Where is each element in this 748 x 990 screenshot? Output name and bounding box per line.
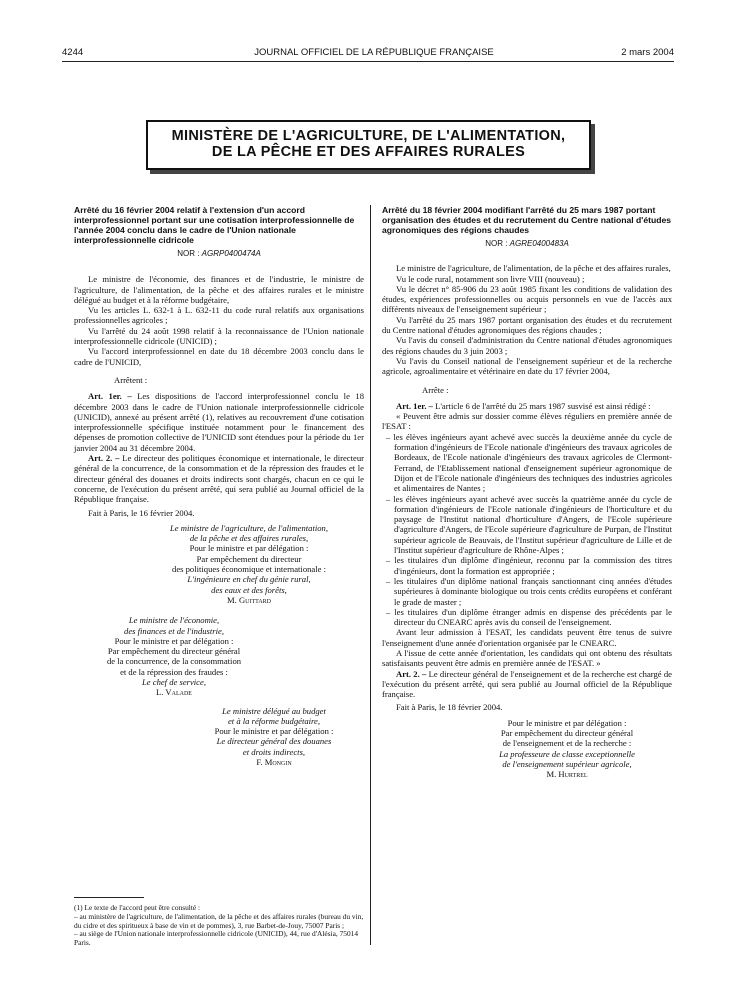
left-para: Vu les articles L. 632-1 à L. 632-11 du code rural relatifs aux organisations professionnelles agricoles ; [74,305,364,326]
footnote-item: – au ministère de l'agriculture, de l'alimentation, de la pêche et des affaires rurales (bureau du vin, du cidre et des spiritueux à base de vin et de pommes), 3, rue Barbet-de-Jouy, 75007 Paris ; [74,911,364,930]
footnote-item: – au siège de l'Union nationale interprofessionnelle cidricole (UNICID), 44, rue d'Alésia, 75014 Paris. [74,929,359,948]
header-rule [62,61,674,62]
left-signature-1: Le ministre de l'agriculture, de l'alimentation, de la pêche et des affaires rurales, Pour le ministre et par délégation : Par empêchement du directeur des politiques économique et internationale : L'ingénieure en chef du génie rural, des eaux et des forêts, M. Guittard [170,522,328,605]
left-para: Le ministre de l'économie, des finances et de l'industrie, le ministre de l'agriculture, de l'alimentation, de la pêche et des affaires rurales et le ministre délégué au budget et à la réforme budgétaire, [74,274,364,305]
left-article-2: Art. 2. – Le directeur des politiques économique et internationale, le directeur général de la concurrence, de la consommation et de la répression des fraudes et le directeur général des douanes et droits indirects sont chargés, chacun en ce qui le concerne, de l'exécution du présent arrêté, qui sera publié au Journal officiel de la République française. [74,453,364,505]
left-para: Vu l'accord interprofessionnel en date du 18 décembre 2003 conclu dans le cadre de l'UNICID, [74,346,364,367]
right-arrete: Arrête : [422,384,449,395]
journal-title: JOURNAL OFFICIEL DE LA RÉPUBLIQUE FRANÇAISE [254,47,494,58]
right-bullet: – les titulaires d'un diplôme national français sanctionnant cinq années d'études supérieures à dominante biologique ou trois cents crédits européens et conférant le grade de master ; [386,575,672,607]
right-article-1: Art. 1er. – L'article 6 de l'arrêté du 25 mars 1987 susvisé est ainsi rédigé : [396,400,651,411]
right-bullet: – les titulaires d'un diplôme étranger admis en dispense des précédents par le directeur du CNEARC après avis du conseil de l'enseignement. [386,606,672,628]
right-para: Vu l'avis du Conseil national de l'enseignement supérieur et de la recherche agricole, agroalimentaire et vétérinaire en date du 17 février 2004, [382,355,672,377]
left-arretent: Arrêtent : [114,374,148,385]
page-number: 4244 [62,47,84,58]
issue-date: 2 mars 2004 [621,47,674,58]
footnote-rule [74,897,144,898]
right-para: Le ministre de l'agriculture, de l'alimentation, de la pêche et des affaires rurales, [396,263,671,274]
right-para: Vu le code rural, notamment son livre VIII (nouveau) ; [396,273,585,284]
right-fait: Fait à Paris, le 18 février 2004. [396,702,503,713]
right-nor: NOR : AGRE0400483A [485,239,569,248]
right-article-2: Art. 2. – Le directeur général de l'enseignement et de la recherche est chargé de l'exécution du présent arrêté, qui sera publié au Journal officiel de la République française. [382,668,672,700]
left-column [74,205,364,767]
ministry-line-2: DE LA PÊCHE ET DES AFFAIRES RURALES [211,144,526,160]
right-quote-intro: « Peuvent être admis sur dossier comme élèves réguliers en première année de l'ESAT : [382,411,672,432]
right-after-1: Avant leur admission à l'ESAT, les candidats peuvent être tenus de suivre l'enseignement d'une année d'orientation organisée par le CNEARC. [382,627,672,648]
right-column [382,205,672,780]
right-decree-title: Arrêté du 18 février 2004 modifiant l'arrêté du 25 mars 1987 portant organisation des études et du recrutement du Centre national d'études agronomiques des régions chaudes [382,205,672,235]
right-after-2: A l'issue de cette année d'orientation, les candidats qui ont obtenu des résultats satisfaisants peuvent être admis en première année de l'ESAT. » [382,647,672,669]
ministry-box [146,120,591,170]
left-fait: Fait à Paris, le 16 février 2004. [88,507,195,518]
right-bullet: – les élèves ingénieurs ayant achevé avec succès la quatrième année du cycle de formation d'ingénieurs de l'Ecole nationale d'ingénieurs de l'horticulture et du paysage de l'Institut national d'horticulture d'Angers, de l'Ecole supérieure d'agriculture d'Angers, de l'Ecole supérieure d'agriculture de Purpan, de l'Institut supérieur agricole de Beauvais, de l'Institut supérieur d'agriculture de Lille et de l'Institut supérieur d'agriculture de Rhône-Alpes ; [386,493,672,556]
footnotes [74,897,364,948]
left-signature-3: Le ministre délégué au budget et à la réforme budgétaire, Pour le ministre et par délégation : Le directeur général des douanes et droits indirects, F. Mongin [214,705,334,768]
footnote-item: (1) Le texte de l'accord peut être consulté : [74,903,201,912]
left-signature-2: Le ministre de l'économie, des finances et de l'industrie, Pour le ministre et par délégation : Par empêchement du directeur général de la concurrence, de la consommation et de la répression des fraudes : Le chef de service, L. Valade [106,615,242,698]
ministry-line-1: MINISTÈRE DE L'AGRICULTURE, DE L'ALIMENTATION, [171,128,566,144]
right-para: Vu l'arrêté du 25 mars 1987 portant organisation des études et du recrutement du Centre national d'études agronomiques des régions chaudes ; [382,314,672,336]
left-nor: NOR : AGRP0400474A [177,249,261,258]
right-para: Vu le décret n° 85-906 du 23 août 1985 fixant les conditions de validation des études, expériences professionnelles ou acquis personnels en vue de l'accès aux différents niveaux de l'enseignement supérieur ; [382,283,672,315]
right-bullet: – les titulaires d'un diplôme d'ingénieur, reconnu par la commission des titres d'ingénieurs, dont la formation est appropriée ; [386,555,672,576]
left-decree-title: Arrêté du 16 février 2004 relatif à l'extension d'un accord interprofessionnel portant sur une cotisation interprofessionnelle de l'année 2004 conclu dans le cadre de l'Union nationale interprofessionnelle cidricole [74,205,355,245]
left-para: Vu l'arrêté du 24 août 1998 relatif à la reconnaissance de l'Union nationale interprofessionnelle cidricole (UNICID) ; [74,325,364,347]
right-bullet: – les élèves ingénieurs ayant achevé avec succès la deuxième année du cycle de formation d'ingénieurs de l'Ecole nationale d'ingénieurs des travaux agricoles de Bordeaux, de l'Ecole nationale d'ingénieurs des travaux agricoles de Clermont-Ferrand, de l'Etablissement national d'enseignement supérieur agronomique de Dijon et de l'Ecole nationale d'ingénieurs des techniques des industries agricoles et alimentaires de Nantes ; [386,431,672,494]
column-separator [370,205,371,945]
right-para: Vu l'avis du conseil d'administration du Centre national d'études agronomiques des régions chaudes du 3 juin 2003 ; [382,335,672,356]
left-article-1: Art. 1er. – Les dispositions de l'accord interprofessionnel conclu le 18 décembre 2003 dans le cadre de l'Union nationale interprofessionnelle cidricole (UNICID), annexé au présent arrêté (1), relatives au recouvrement d'une cotisation interprofessionnelle spécifique instituée notamment pour le financement des dépenses de promotion collective de l'UNICID sont étendues pour la période du 1er janvier 2004 au 31 décembre 2004. [74,391,364,453]
right-signature: Pour le ministre et par délégation : Par empêchement du directeur général de l'enseignement et de la recherche : La professeure de classe exceptionnelle de l'enseignement supérieur agricole, M. Hurtrel [499,717,635,780]
